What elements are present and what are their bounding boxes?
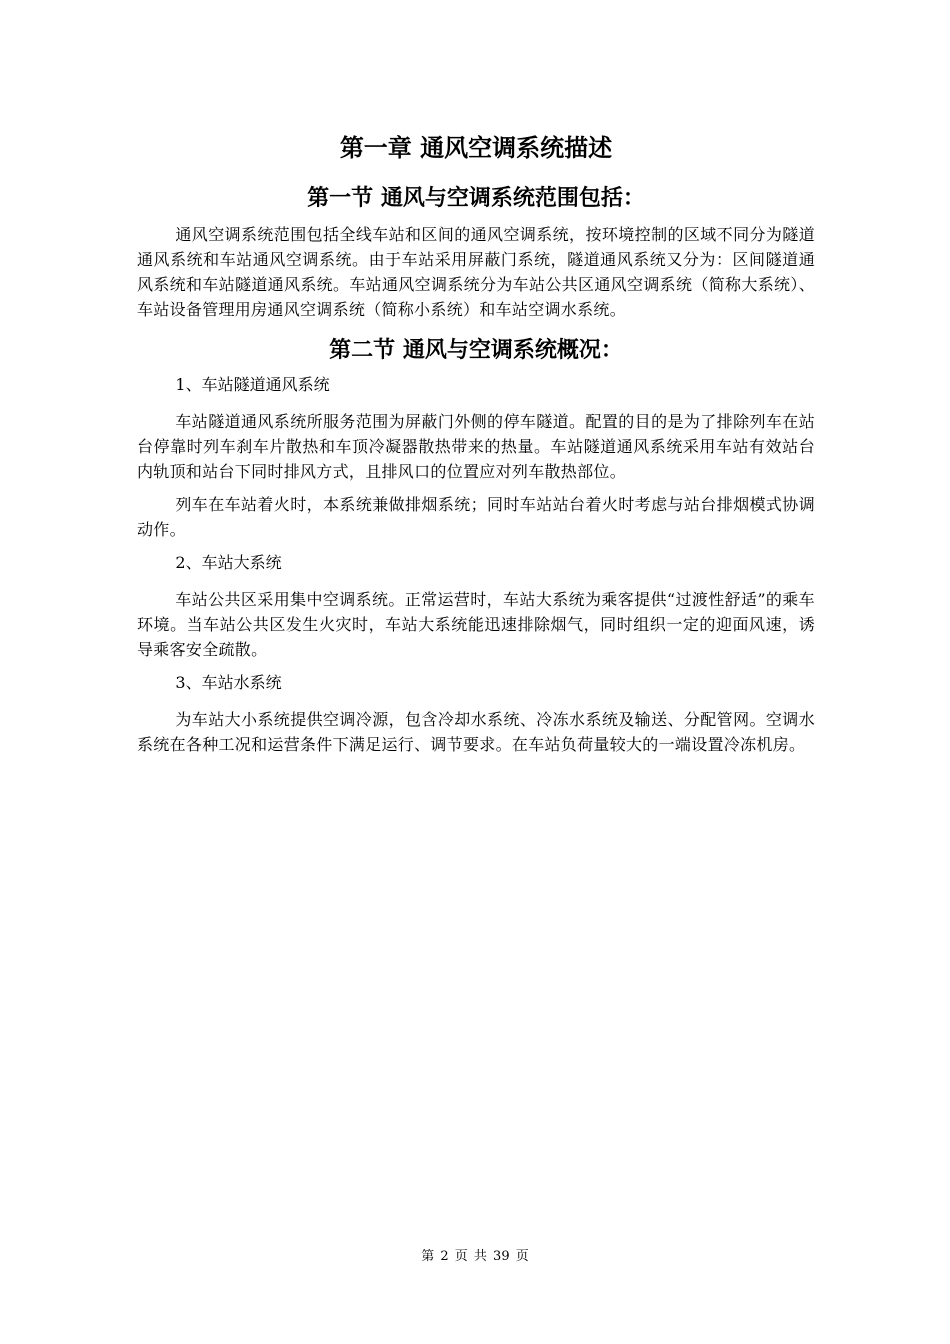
item-1-paragraph-1: 车站隧道通风系统所服务范围为屏蔽门外侧的停车隧道。配置的目的是为了排除列车在站台停靠时列车刹车片散热和车顶冷凝器散热带来的热量。车站隧道通风系统采用车站有效站台内轨顶和站台下同时排风方式，且排风口的位置应对列车散热部位。 bbox=[137, 412, 815, 481]
page-content bbox=[137, 130, 815, 765]
chapter-title: 第一章 通风空调系统描述 bbox=[339, 134, 613, 162]
section-2-title: 第二节 通风与空调系统概况： bbox=[329, 338, 623, 363]
item-1-heading: 1、车站隧道通风系统 bbox=[175, 375, 330, 394]
item-2-paragraph: 车站公共区采用集中空调系统。正常运营时，车站大系统为乘客提供“过渡性舒适”的乘车环境。当车站公共区发生火灾时，车站大系统能迅速排除烟气，同时组织一定的迎面风速，诱导乘客安全疏散。 bbox=[137, 590, 815, 659]
item-3-heading: 3、车站水系统 bbox=[175, 673, 282, 692]
item-3-paragraph: 为车站大小系统提供空调冷源，包含冷却水系统、冷冻水系统及输送、分配管网。空调水系统在各种工况和运营条件下满足运行、调节要求。在车站负荷量较大的一端设置冷冻机房。 bbox=[137, 710, 815, 754]
page-number-footer: 第 2 页 共 39 页 bbox=[421, 1249, 529, 1264]
section-1-title: 第一节 通风与空调系统范围包括： bbox=[307, 186, 645, 211]
item-1-paragraph-2: 列车在车站着火时，本系统兼做排烟系统；同时车站站台着火时考虑与站台排烟模式协调动作。 bbox=[137, 495, 815, 539]
item-2-heading: 2、车站大系统 bbox=[175, 553, 282, 572]
section-1-paragraph: 通风空调系统范围包括全线车站和区间的通风空调系统，按环境控制的区域不同分为隧道通风系统和车站通风空调系统。由于车站采用屏蔽门系统，隧道通风系统又分为：区间隧道通风系统和车站隧道通风系统。车站通风空调系统分为车站公共区通风空调系统（简称大系统）、车站设备管理用房通风空调系统（简称小系统）和车站空调水系统。 bbox=[137, 225, 815, 319]
